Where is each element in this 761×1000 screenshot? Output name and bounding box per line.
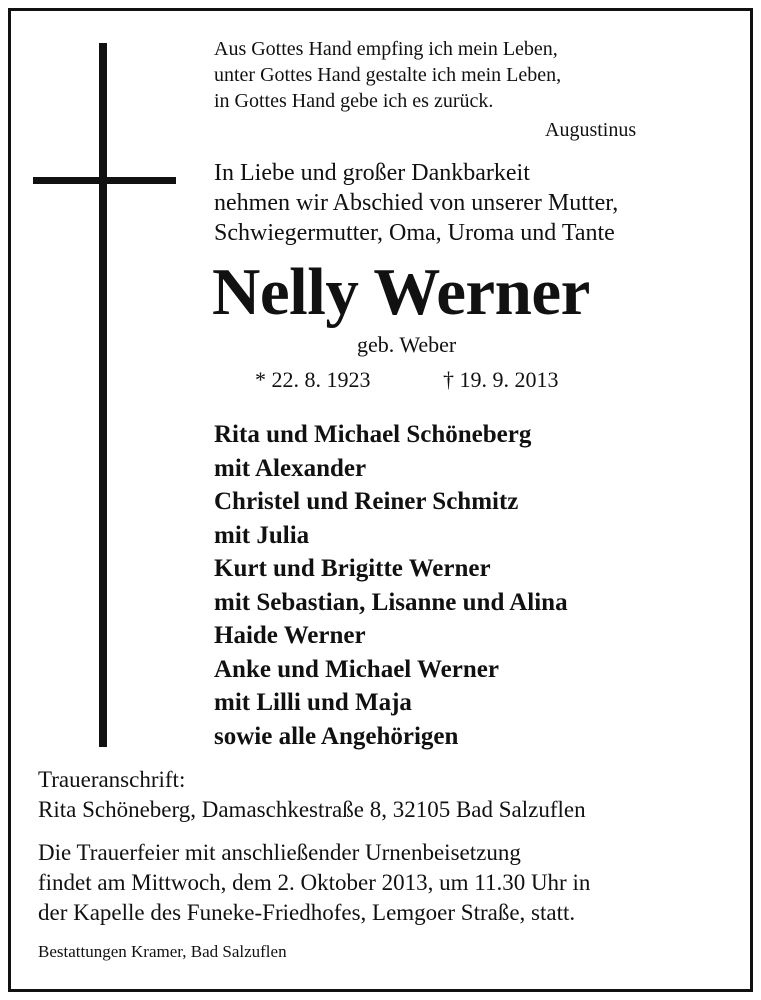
family-line: mit Lilli und Maja <box>214 689 412 716</box>
cross-horizontal-bar <box>33 177 176 184</box>
verse-author: Augustinus <box>545 119 637 141</box>
family-line: mit Alexander <box>214 454 367 482</box>
family-list <box>214 418 568 753</box>
cross-vertical-bar <box>99 43 107 747</box>
family-line: Christel und Reiner Schmitz <box>214 488 519 515</box>
service-line: der Kapelle des Funeke-Friedhofes, Lemgoer Straße, statt. <box>38 900 576 925</box>
death-date: † 19. 9. 2013 <box>443 367 559 392</box>
funeral-service-info <box>38 838 590 928</box>
address-value: Rita Schöneberg, Damaschkestraße 8, 32105 Bad Salzuflen <box>38 797 586 822</box>
mourning-address <box>38 765 586 825</box>
address-label: Traueranschrift: <box>38 767 186 792</box>
intro-line: In Liebe und großer Dankbarkeit <box>214 160 530 186</box>
family-line: sowie alle Angehörigen <box>214 722 459 750</box>
family-line: Rita und Michael Schöneberg <box>214 421 532 448</box>
undertaker-credit: Bestattungen Kramer, Bad Salzuflen <box>38 942 287 961</box>
verse-line: in Gottes Hand gebe ich es zurück. <box>214 90 494 112</box>
family-line: mit Julia <box>214 521 310 549</box>
birth-date: * 22. 8. 1923 <box>255 367 371 392</box>
family-line: mit Sebastian, Lisanne und Alina <box>214 588 568 616</box>
service-line: Die Trauerfeier mit anschließender Urnenbeisetzung <box>38 840 521 865</box>
family-line: Haide Werner <box>214 622 366 649</box>
birth-name: geb. Weber <box>357 332 457 357</box>
deceased-name: Nelly Werner <box>212 255 590 329</box>
family-line: Anke und Michael Werner <box>214 655 499 683</box>
verse-line: unter Gottes Hand gestalte ich mein Leben, <box>214 64 562 86</box>
intro-line: Schwiegermutter, Oma, Uroma und Tante <box>214 220 615 246</box>
service-line: findet am Mittwoch, dem 2. Oktober 2013, um 11.30 Uhr in <box>38 870 591 895</box>
intro-text <box>214 158 618 248</box>
family-line: Kurt und Brigitte Werner <box>214 555 491 582</box>
intro-line: nehmen wir Abschied von unserer Mutter, <box>214 190 619 216</box>
bible-verse <box>214 36 561 114</box>
verse-line: Aus Gottes Hand empfing ich mein Leben, <box>214 38 558 60</box>
